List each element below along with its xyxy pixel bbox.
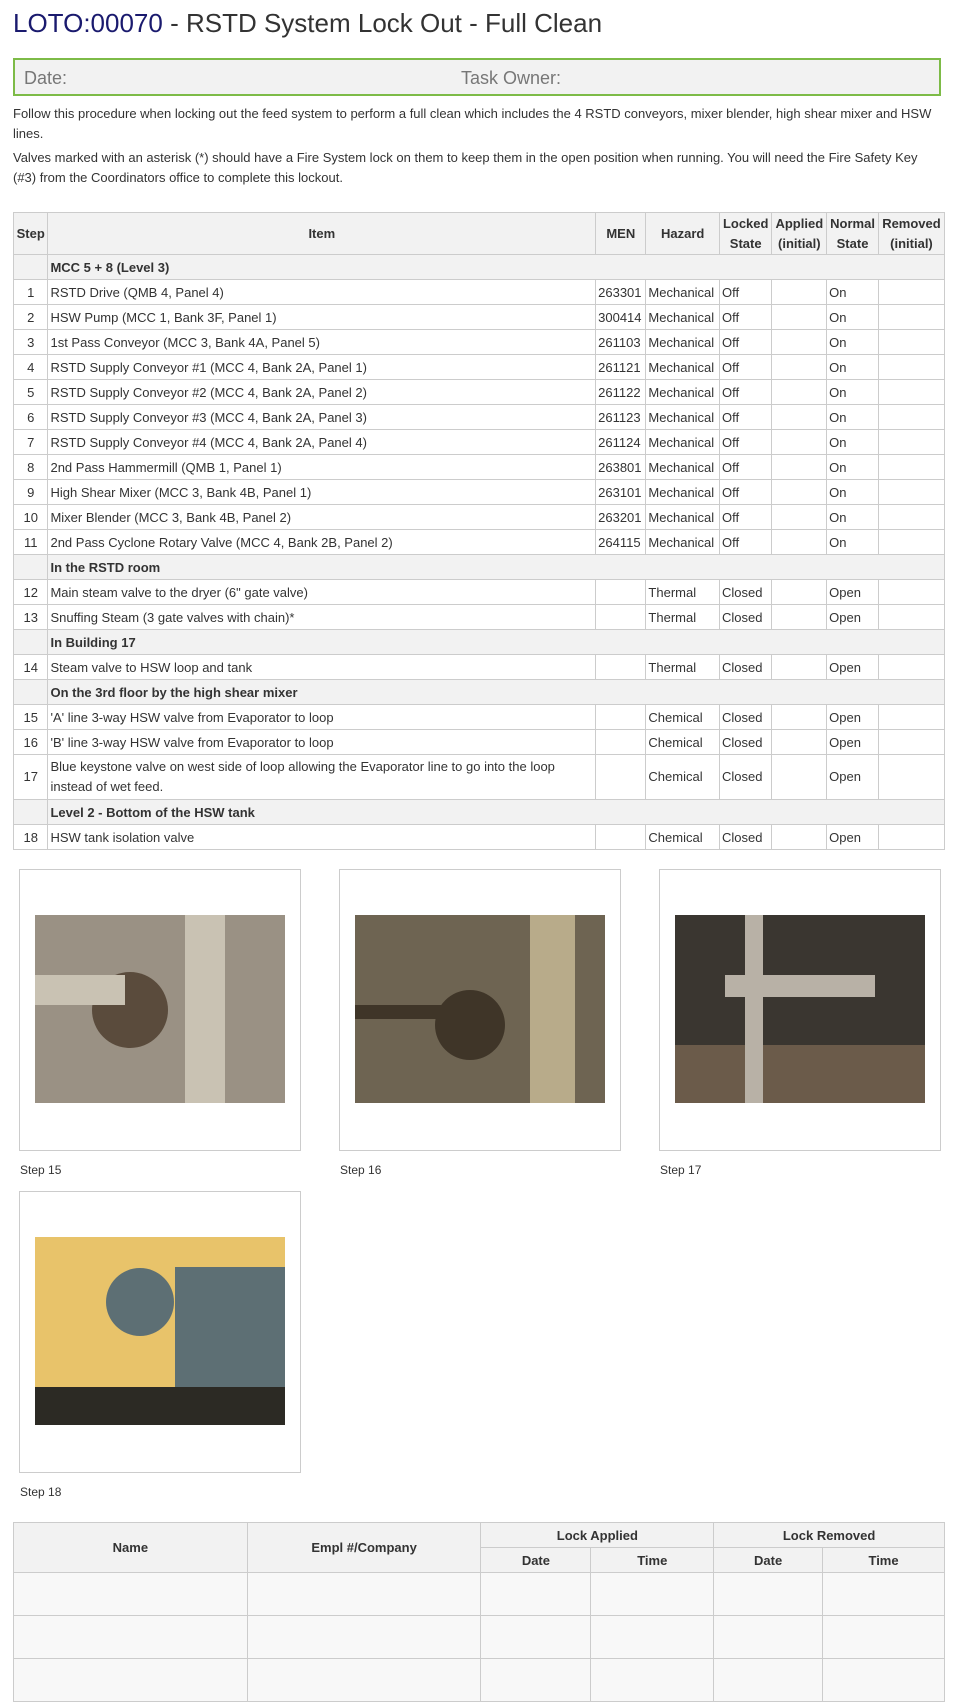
signoff-cell[interactable] xyxy=(247,1616,481,1659)
step-row xyxy=(14,730,945,755)
step-item: RSTD Drive (QMB 4, Panel 4) xyxy=(48,280,596,305)
removed-initial[interactable] xyxy=(878,280,944,305)
step-item: 'B' line 3-way HSW valve from Evaporator to loop xyxy=(48,730,596,755)
photo-caption: Step 18 xyxy=(20,1485,62,1499)
applied-initial[interactable] xyxy=(772,605,827,630)
step-number: 6 xyxy=(14,405,48,430)
valve-photo xyxy=(675,915,925,1103)
photo-step-15 xyxy=(19,869,301,1151)
step-row xyxy=(14,355,945,380)
step-number: 14 xyxy=(14,655,48,680)
applied-initial[interactable] xyxy=(772,755,827,800)
step-number: 18 xyxy=(14,825,48,850)
hazard-type: Mechanical xyxy=(646,455,720,480)
intro-paragraph-1: Follow this procedure when locking out the feed system to perform a full clean which includes the 4 RSTD conveyors, mixer blender, high shear mixer and HSW lines. xyxy=(13,106,932,141)
removed-initial[interactable] xyxy=(878,355,944,380)
locked-state: Off xyxy=(719,330,771,355)
valve-photo xyxy=(355,915,605,1103)
signoff-cell[interactable] xyxy=(823,1573,945,1616)
hazard-type: Mechanical xyxy=(646,530,720,555)
step-number: 9 xyxy=(14,480,48,505)
section-row xyxy=(14,800,945,825)
signoff-cell[interactable] xyxy=(14,1659,248,1702)
section-label: Level 2 - Bottom of the HSW tank xyxy=(48,800,945,825)
men-number xyxy=(596,825,646,850)
applied-time-header: Time xyxy=(591,1548,714,1573)
photo-caption: Step 15 xyxy=(20,1163,62,1177)
removed-initial[interactable] xyxy=(878,480,944,505)
locked-state: Off xyxy=(719,405,771,430)
col-item: Item xyxy=(48,213,596,255)
step-row xyxy=(14,605,945,630)
step-row xyxy=(14,405,945,430)
normal-state: On xyxy=(827,480,879,505)
removed-initial[interactable] xyxy=(878,380,944,405)
men-number xyxy=(596,580,646,605)
signoff-row[interactable] xyxy=(14,1616,945,1659)
section-label: MCC 5 + 8 (Level 3) xyxy=(48,255,945,280)
applied-initial[interactable] xyxy=(772,655,827,680)
applied-initial[interactable] xyxy=(772,480,827,505)
step-item: RSTD Supply Conveyor #2 (MCC 4, Bank 2A, Panel 2) xyxy=(48,380,596,405)
signoff-name-header: Name xyxy=(14,1523,248,1573)
valve-photo xyxy=(35,1237,285,1425)
hazard-type: Mechanical xyxy=(646,405,720,430)
signoff-cell[interactable] xyxy=(591,1659,714,1702)
removed-initial[interactable] xyxy=(878,655,944,680)
removed-time-header: Time xyxy=(823,1548,945,1573)
step-item: 1st Pass Conveyor (MCC 3, Bank 4A, Panel 5) xyxy=(48,330,596,355)
step-number: 8 xyxy=(14,455,48,480)
photo-caption: Step 16 xyxy=(340,1163,382,1177)
locked-state: Closed xyxy=(719,755,771,800)
hazard-type: Thermal xyxy=(646,605,720,630)
signoff-cell[interactable] xyxy=(14,1616,248,1659)
title-text: - RSTD System Lock Out - Full Clean xyxy=(162,8,603,38)
step-item: Snuffing Steam (3 gate valves with chain)* xyxy=(48,605,596,630)
section-spacer xyxy=(14,255,48,280)
removed-initial[interactable] xyxy=(878,605,944,630)
locked-state: Off xyxy=(719,305,771,330)
step-row xyxy=(14,580,945,605)
hazard-type: Mechanical xyxy=(646,355,720,380)
loto-code: LOTO:00070 xyxy=(13,8,163,38)
locked-state: Off xyxy=(719,480,771,505)
step-row xyxy=(14,530,945,555)
hazard-type: Chemical xyxy=(646,705,720,730)
normal-state: On xyxy=(827,305,879,330)
signoff-row[interactable] xyxy=(14,1659,945,1702)
col-step: Step xyxy=(14,213,48,255)
men-number: 261122 xyxy=(596,380,646,405)
step-item: 'A' line 3-way HSW valve from Evaporator to loop xyxy=(48,705,596,730)
men-number: 300414 xyxy=(596,305,646,330)
col-men: MEN xyxy=(596,213,646,255)
normal-state: On xyxy=(827,505,879,530)
info-bar xyxy=(13,58,941,96)
step-row xyxy=(14,505,945,530)
date-label: Date: xyxy=(24,68,68,88)
men-number: 261123 xyxy=(596,405,646,430)
steps-table xyxy=(13,212,945,850)
applied-initial[interactable] xyxy=(772,430,827,455)
section-row xyxy=(14,680,945,705)
normal-state: On xyxy=(827,355,879,380)
normal-state: On xyxy=(827,280,879,305)
locked-state: Off xyxy=(719,355,771,380)
applied-date-header: Date xyxy=(481,1548,591,1573)
step-item: HSW Pump (MCC 1, Bank 3F, Panel 1) xyxy=(48,305,596,330)
signoff-table xyxy=(13,1522,945,1702)
normal-state: Open xyxy=(827,580,879,605)
step-item: Steam valve to HSW loop and tank xyxy=(48,655,596,680)
removed-initial[interactable] xyxy=(878,330,944,355)
step-row xyxy=(14,280,945,305)
signoff-cell[interactable] xyxy=(481,1616,591,1659)
normal-state: On xyxy=(827,330,879,355)
locked-state: Off xyxy=(719,530,771,555)
step-item: HSW tank isolation valve xyxy=(48,825,596,850)
men-number: 263101 xyxy=(596,480,646,505)
step-row xyxy=(14,305,945,330)
step-number: 16 xyxy=(14,730,48,755)
step-item: 2nd Pass Hammermill (QMB 1, Panel 1) xyxy=(48,455,596,480)
men-number xyxy=(596,655,646,680)
step-row xyxy=(14,825,945,850)
hazard-type: Mechanical xyxy=(646,505,720,530)
men-number: 261121 xyxy=(596,355,646,380)
step-number: 7 xyxy=(14,430,48,455)
normal-state: On xyxy=(827,455,879,480)
men-number xyxy=(596,730,646,755)
step-number: 13 xyxy=(14,605,48,630)
locked-state: Closed xyxy=(719,655,771,680)
removed-initial[interactable] xyxy=(878,730,944,755)
applied-initial[interactable] xyxy=(772,530,827,555)
step-row xyxy=(14,705,945,730)
signoff-cell[interactable] xyxy=(481,1573,591,1616)
signoff-cell[interactable] xyxy=(591,1616,714,1659)
normal-state: On xyxy=(827,405,879,430)
section-row xyxy=(14,630,945,655)
signoff-cell[interactable] xyxy=(14,1573,248,1616)
signoff-cell[interactable] xyxy=(714,1573,823,1616)
step-number: 15 xyxy=(14,705,48,730)
removed-initial[interactable] xyxy=(878,430,944,455)
normal-state: Open xyxy=(827,730,879,755)
signoff-row[interactable] xyxy=(14,1573,945,1616)
applied-initial[interactable] xyxy=(772,280,827,305)
removed-initial[interactable] xyxy=(878,825,944,850)
step-row xyxy=(14,755,945,800)
section-row xyxy=(14,255,945,280)
normal-state: Open xyxy=(827,655,879,680)
step-item: RSTD Supply Conveyor #3 (MCC 4, Bank 2A, Panel 3) xyxy=(48,405,596,430)
men-number xyxy=(596,755,646,800)
lock-applied-header: Lock Applied xyxy=(481,1523,714,1548)
col-locked-state: Locked State xyxy=(719,213,771,255)
men-number xyxy=(596,705,646,730)
page-title xyxy=(13,8,602,39)
applied-initial[interactable] xyxy=(772,455,827,480)
step-number: 12 xyxy=(14,580,48,605)
men-number: 261103 xyxy=(596,330,646,355)
normal-state: Open xyxy=(827,825,879,850)
hazard-type: Mechanical xyxy=(646,380,720,405)
men-number: 263801 xyxy=(596,455,646,480)
normal-state: Open xyxy=(827,755,879,800)
table-header-row xyxy=(14,213,945,255)
locked-state: Off xyxy=(719,280,771,305)
signoff-cell[interactable] xyxy=(247,1573,481,1616)
locked-state: Closed xyxy=(719,730,771,755)
section-row xyxy=(14,555,945,580)
col-normal-state: Normal State xyxy=(827,213,879,255)
step-number: 2 xyxy=(14,305,48,330)
section-spacer xyxy=(14,800,48,825)
removed-initial[interactable] xyxy=(878,705,944,730)
signoff-empl-header: Empl #/Company xyxy=(247,1523,481,1573)
men-number xyxy=(596,605,646,630)
step-number: 4 xyxy=(14,355,48,380)
normal-state: On xyxy=(827,430,879,455)
step-number: 11 xyxy=(14,530,48,555)
signoff-cell[interactable] xyxy=(247,1659,481,1702)
hazard-type: Mechanical xyxy=(646,305,720,330)
step-item: RSTD Supply Conveyor #1 (MCC 4, Bank 2A, Panel 1) xyxy=(48,355,596,380)
locked-state: Off xyxy=(719,430,771,455)
men-number: 264115 xyxy=(596,530,646,555)
locked-state: Closed xyxy=(719,705,771,730)
step-number: 5 xyxy=(14,380,48,405)
locked-state: Off xyxy=(719,455,771,480)
hazard-type: Mechanical xyxy=(646,480,720,505)
normal-state: On xyxy=(827,380,879,405)
section-label: In the RSTD room xyxy=(48,555,945,580)
section-spacer xyxy=(14,555,48,580)
locked-state: Closed xyxy=(719,580,771,605)
removed-initial[interactable] xyxy=(878,580,944,605)
section-label: On the 3rd floor by the high shear mixer xyxy=(48,680,945,705)
applied-initial[interactable] xyxy=(772,355,827,380)
valve-photo xyxy=(35,915,285,1103)
photo-caption: Step 17 xyxy=(660,1163,702,1177)
removed-initial[interactable] xyxy=(878,505,944,530)
step-item: 2nd Pass Cyclone Rotary Valve (MCC 4, Bank 2B, Panel 2) xyxy=(48,530,596,555)
removed-initial[interactable] xyxy=(878,305,944,330)
men-number: 263301 xyxy=(596,280,646,305)
normal-state: Open xyxy=(827,705,879,730)
step-number: 1 xyxy=(14,280,48,305)
step-row xyxy=(14,330,945,355)
locked-state: Closed xyxy=(719,825,771,850)
applied-initial[interactable] xyxy=(772,305,827,330)
men-number: 261124 xyxy=(596,430,646,455)
signoff-cell[interactable] xyxy=(823,1616,945,1659)
signoff-cell[interactable] xyxy=(591,1573,714,1616)
signoff-cell[interactable] xyxy=(714,1659,823,1702)
step-row xyxy=(14,655,945,680)
locked-state: Closed xyxy=(719,605,771,630)
removed-initial[interactable] xyxy=(878,405,944,430)
removed-initial[interactable] xyxy=(878,755,944,800)
step-number: 10 xyxy=(14,505,48,530)
step-number: 17 xyxy=(14,755,48,800)
intro-paragraph-2: Valves marked with an asterisk (*) should have a Fire System lock on them to keep them in the open position when running. You will need the Fire Safety Key (#3) from the Coordinators office to complete this lockout. xyxy=(13,150,918,185)
hazard-type: Thermal xyxy=(646,655,720,680)
removed-initial[interactable] xyxy=(878,530,944,555)
applied-initial[interactable] xyxy=(772,380,827,405)
hazard-type: Mechanical xyxy=(646,330,720,355)
section-spacer xyxy=(14,680,48,705)
photo-step-17 xyxy=(659,869,941,1151)
applied-initial[interactable] xyxy=(772,825,827,850)
signoff-cell[interactable] xyxy=(481,1659,591,1702)
task-owner-label: Task Owner: xyxy=(461,68,562,88)
step-item: Mixer Blender (MCC 3, Bank 4B, Panel 2) xyxy=(48,505,596,530)
step-row xyxy=(14,480,945,505)
removed-date-header: Date xyxy=(714,1548,823,1573)
photo-step-18 xyxy=(19,1191,301,1473)
hazard-type: Chemical xyxy=(646,755,720,800)
col-applied: Applied (initial) xyxy=(772,213,827,255)
locked-state: Off xyxy=(719,380,771,405)
step-item: Main steam valve to the dryer (6" gate valve) xyxy=(48,580,596,605)
section-label: In Building 17 xyxy=(48,630,945,655)
step-number: 3 xyxy=(14,330,48,355)
applied-initial[interactable] xyxy=(772,705,827,730)
normal-state: On xyxy=(827,530,879,555)
col-hazard: Hazard xyxy=(646,213,720,255)
signoff-cell[interactable] xyxy=(714,1616,823,1659)
hazard-type: Chemical xyxy=(646,730,720,755)
normal-state: Open xyxy=(827,605,879,630)
applied-initial[interactable] xyxy=(772,505,827,530)
applied-initial[interactable] xyxy=(772,730,827,755)
col-removed: Removed (initial) xyxy=(878,213,944,255)
step-item: High Shear Mixer (MCC 3, Bank 4B, Panel 1) xyxy=(48,480,596,505)
step-item: Blue keystone valve on west side of loop allowing the Evaporator line to go into the loop instead of wet feed. xyxy=(48,755,596,800)
applied-initial[interactable] xyxy=(772,405,827,430)
hazard-type: Chemical xyxy=(646,825,720,850)
lock-removed-header: Lock Removed xyxy=(714,1523,945,1548)
step-item: RSTD Supply Conveyor #4 (MCC 4, Bank 2A, Panel 4) xyxy=(48,430,596,455)
hazard-type: Mechanical xyxy=(646,430,720,455)
men-number: 263201 xyxy=(596,505,646,530)
photo-step-16 xyxy=(339,869,621,1151)
applied-initial[interactable] xyxy=(772,330,827,355)
step-row xyxy=(14,455,945,480)
signoff-cell[interactable] xyxy=(823,1659,945,1702)
hazard-type: Thermal xyxy=(646,580,720,605)
hazard-type: Mechanical xyxy=(646,280,720,305)
removed-initial[interactable] xyxy=(878,455,944,480)
step-row xyxy=(14,380,945,405)
locked-state: Off xyxy=(719,505,771,530)
step-row xyxy=(14,430,945,455)
applied-initial[interactable] xyxy=(772,580,827,605)
section-spacer xyxy=(14,630,48,655)
